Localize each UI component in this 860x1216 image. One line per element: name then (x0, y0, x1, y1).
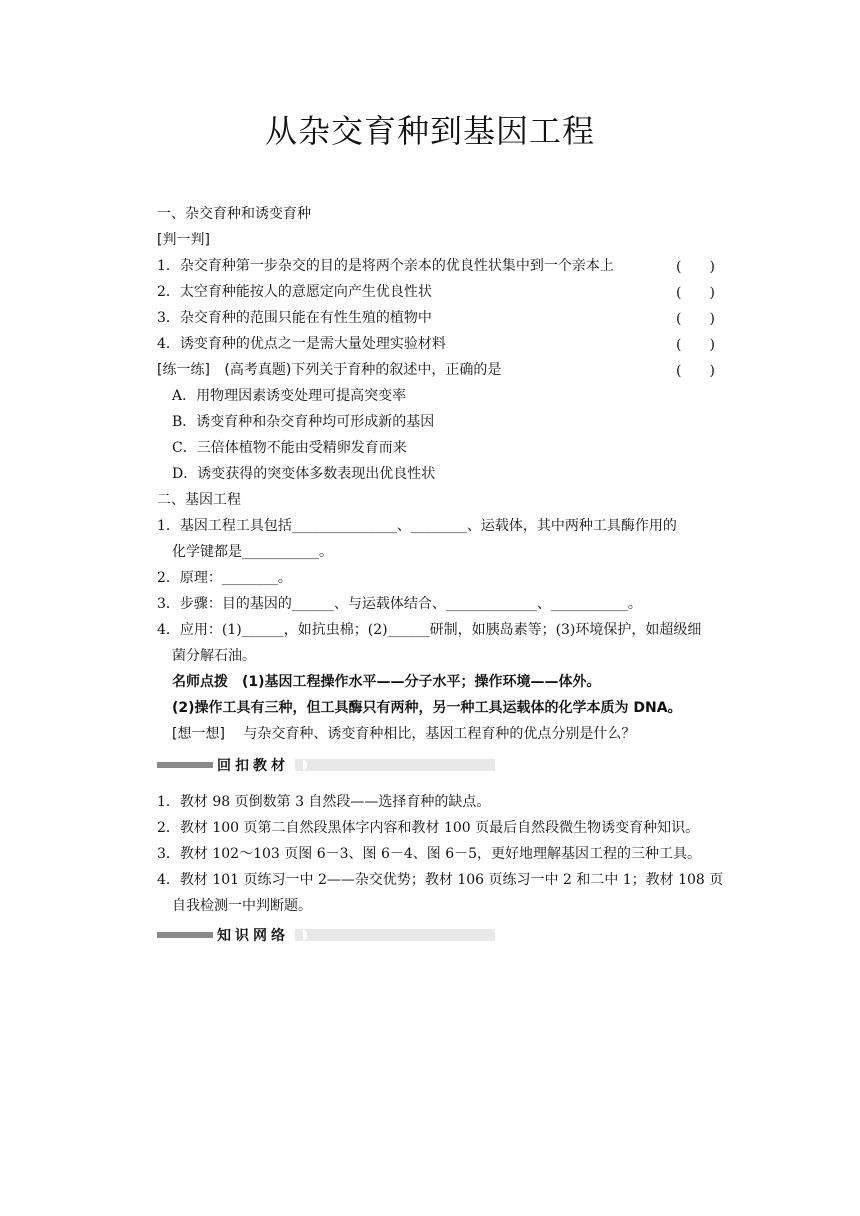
section-heading-genetic-engineering: 二、基因工程 (157, 492, 241, 508)
banner-bar (157, 762, 213, 768)
textbook-item-4-line-1: 4．教材 101 页练习一中 2——杂交优势；教材 106 页练习一中 2 和二中 1；教材 108 页 (157, 872, 724, 888)
textbook-item-3: 3．教材 102～103 页图 6－3、图 6－4、图 6－5，更好地理解基因工程的三种工具。 (157, 846, 702, 862)
option-d: D．诱变获得的突变体多数表现出优良性状 (172, 466, 436, 482)
ge-item-3: 3．步骤：目的基因的______、与运载体结合、_____________、___________。 (157, 596, 642, 612)
textbook-item-4-line-2: 自我检测一中判断题。 (172, 898, 312, 914)
section-banner-textbook (157, 757, 495, 773)
judge-label: [判一判] (157, 232, 210, 248)
answer-paren-2: ( ) (676, 285, 715, 301)
answer-paren-4: ( ) (676, 337, 715, 353)
ge-item-1-line-1: 1．基因工程工具包括_______________、________、运载体，其中两种工具酶作用的 (157, 518, 677, 534)
teacher-tip-1: 名师点拨 (1)基因工程操作水平——分子水平；操作环境——体外。 (172, 674, 601, 690)
option-a: A．用物理因素诱变处理可提高突变率 (172, 388, 407, 404)
answer-paren-1: ( ) (676, 259, 715, 275)
ge-item-1-line-2: 化学键都是___________。 (172, 544, 333, 560)
banner-stripe (307, 929, 495, 941)
answer-paren-practice: ( ) (676, 363, 715, 379)
banner-label: 回扣教材 (217, 758, 289, 774)
practice-question-text: 下列关于育种的叙述中，正确的是 (291, 362, 502, 378)
judge-item-3: 3．杂交育种的范围只能在有性生殖的植物中 (157, 310, 432, 326)
banner-bar (157, 932, 213, 938)
think-question (172, 724, 635, 744)
page-title: 从杂交育种到基因工程 (264, 112, 595, 150)
section-heading-hybrid-mutation: 一、杂交育种和诱变育种 (157, 206, 311, 222)
ge-item-2: 2．原理：________。 (157, 570, 292, 586)
ge-item-4-line-1: 4．应用：(1)______，如抗虫棉；(2)______研制，如胰岛素等；(3)环境保护，如超级细 (157, 622, 702, 638)
textbook-item-2: 2．教材 100 页第二自然段黑体字内容和教材 100 页最后自然段微生物诱变育种知识。 (157, 820, 700, 836)
think-label: [想一想] (172, 726, 225, 742)
practice-question (157, 360, 501, 380)
banner-label: 知识网络 (217, 928, 289, 944)
teacher-tip-2: (2)操作工具有三种，但工具酶只有两种，另一种工具运载体的化学本质为 DNA。 (172, 700, 682, 716)
practice-tag: (高考真题) (224, 362, 292, 378)
practice-label: [练一练] (157, 362, 210, 378)
textbook-item-1: 1．教材 98 页倒数第 3 自然段——选择育种的缺点。 (157, 794, 491, 810)
banner-stripe (307, 759, 495, 771)
answer-paren-3: ( ) (676, 311, 715, 327)
think-text: 与杂交育种、诱变育种相比，基因工程育种的优点分别是什么？ (243, 726, 636, 742)
option-c: C．三倍体植物不能由受精卵发育而来 (172, 440, 407, 456)
option-b: B．诱变育种和杂交育种均可形成新的基因 (172, 414, 435, 430)
ge-item-4-line-2: 菌分解石油。 (172, 648, 256, 664)
judge-item-1: 1．杂交育种第一步杂交的目的是将两个亲本的优良性状集中到一个亲本上 (157, 258, 614, 274)
judge-item-4: 4．诱变育种的优点之一是需大量处理实验材料 (157, 336, 446, 352)
section-banner-network (157, 927, 495, 943)
judge-item-2: 2．太空育种能按人的意愿定向产生优良性状 (157, 284, 432, 300)
